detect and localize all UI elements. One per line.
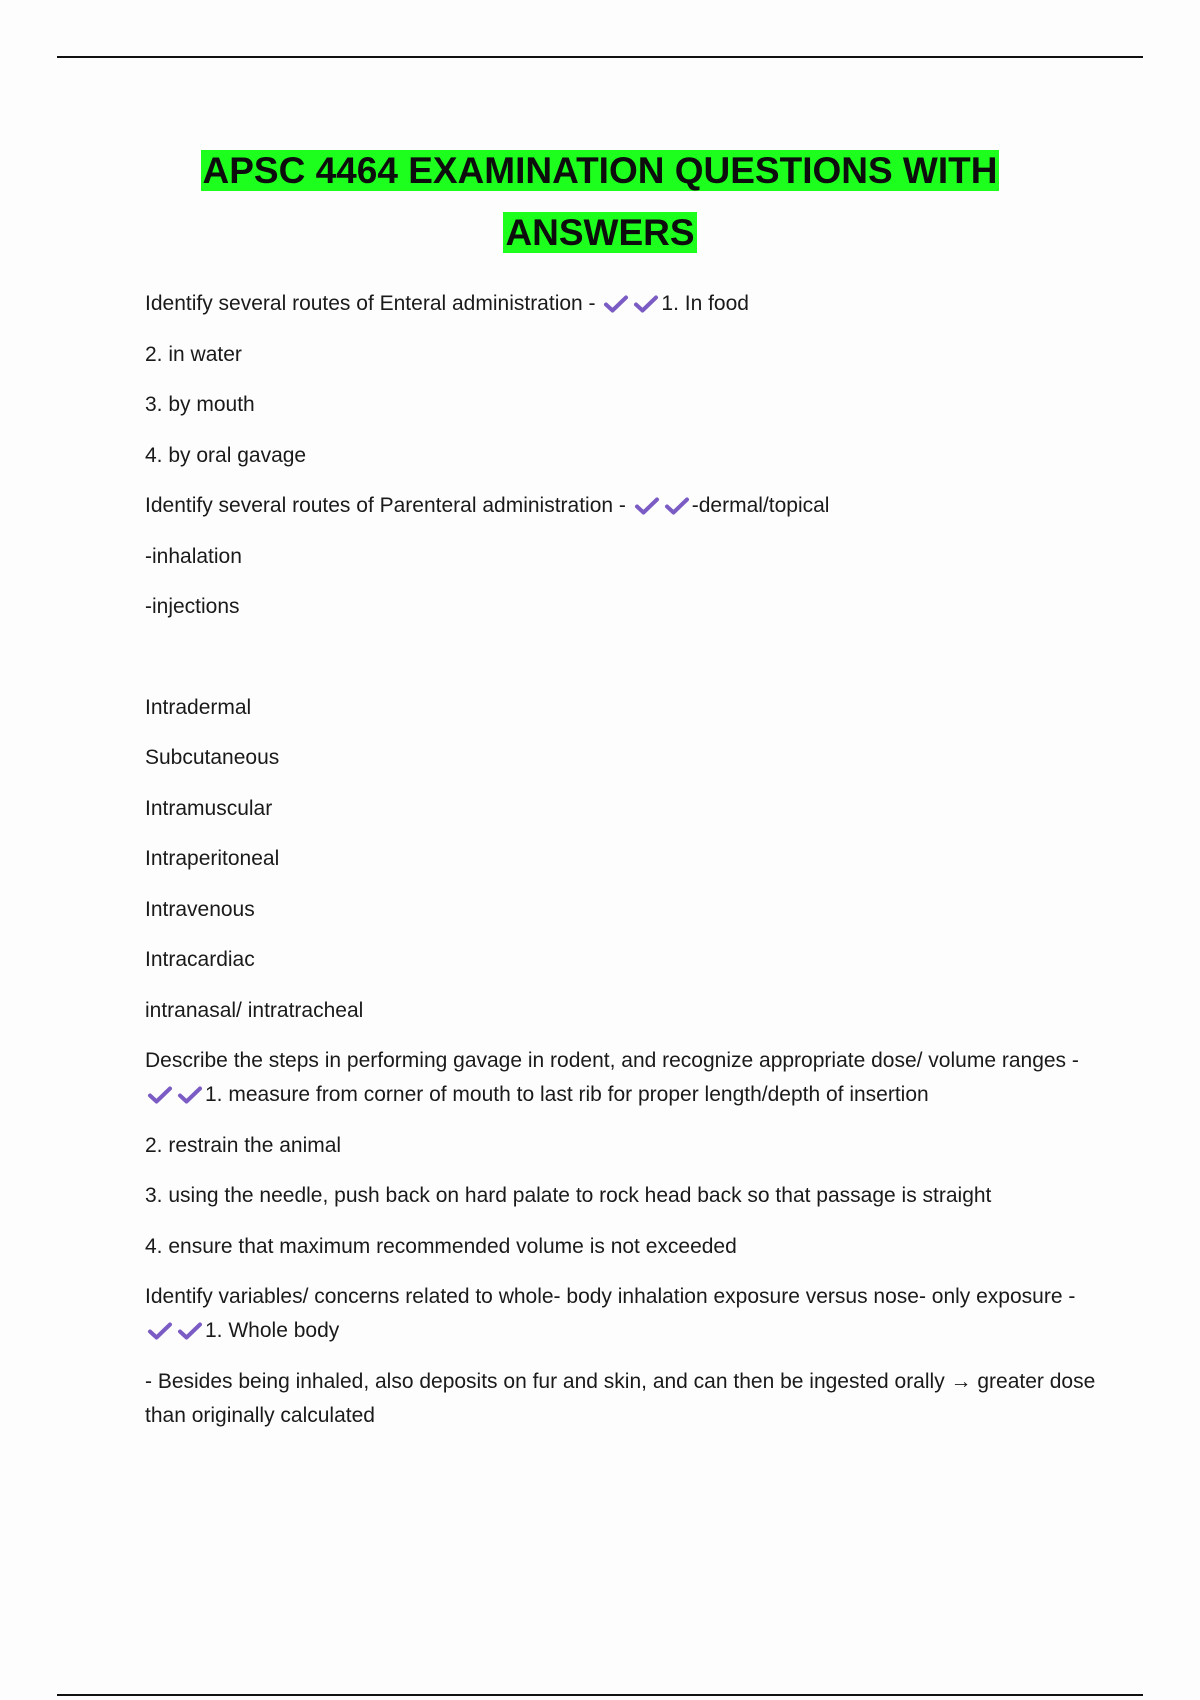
answer-line: 4. by oral gavage bbox=[145, 443, 307, 467]
blank-line bbox=[145, 641, 1105, 691]
question-text: Identify several routes of Parenteral administration - bbox=[145, 494, 632, 517]
answer-line: Intramuscular bbox=[145, 796, 273, 820]
question-text: Identify several routes of Enteral administration - bbox=[145, 292, 602, 315]
checkmark-icon bbox=[177, 1085, 203, 1105]
answer-line: 3. by mouth bbox=[145, 393, 255, 416]
checkmark-icon bbox=[147, 1321, 173, 1341]
title-line-1: APSC 4464 EXAMINATION QUESTIONS WITH bbox=[202, 150, 998, 191]
answer-line: 2. restrain the animal bbox=[145, 1133, 342, 1157]
checkmark-icon bbox=[664, 496, 690, 516]
answer-line: Intravenous bbox=[145, 897, 255, 921]
checkmark-icon bbox=[147, 1085, 173, 1105]
question-enteral bbox=[145, 287, 1105, 321]
checkmark-icon bbox=[603, 294, 629, 314]
answer-line: Intracardiac bbox=[145, 948, 255, 971]
checkmark-icon bbox=[177, 1321, 203, 1341]
title-line-2: ANSWERS bbox=[505, 212, 695, 253]
answer-line: Subcutaneous bbox=[145, 746, 280, 769]
answer-line: Intraperitoneal bbox=[145, 847, 280, 870]
answer-line: 2. in water bbox=[145, 342, 242, 366]
question-parenteral bbox=[145, 489, 1105, 523]
answer-text: 1. Whole body bbox=[205, 1319, 340, 1342]
answer-line: 3. using the needle, push back on hard palate to rock head back so that passage is straight bbox=[145, 1184, 992, 1207]
top-rule bbox=[57, 56, 1143, 58]
question-text: Identify variables/ concerns related to whole- body inhalation exposure versus nose- only exposure - bbox=[145, 1285, 1076, 1308]
question-gavage bbox=[145, 1044, 1105, 1112]
question-text: Describe the steps in performing gavage in rodent, and recognize appropriate dose/ volume ranges - bbox=[145, 1049, 1079, 1072]
document-body bbox=[145, 287, 1105, 1449]
answer-line: intranasal/ intratracheal bbox=[145, 998, 364, 1022]
answer-line: 4. ensure that maximum recommended volume is not exceeded bbox=[145, 1234, 737, 1258]
checkmark-icon bbox=[634, 496, 660, 516]
answer-line: - Besides being inhaled, also deposits on fur and skin, and can then be ingested orally → greater dose than originally calculated bbox=[145, 1369, 1096, 1427]
answer-text: -dermal/topical bbox=[691, 494, 830, 517]
answer-line: -injections bbox=[145, 595, 240, 618]
page-title bbox=[0, 140, 1200, 264]
bottom-rule bbox=[57, 1694, 1143, 1696]
answer-line: Intradermal bbox=[145, 695, 252, 719]
checkmark-icon bbox=[633, 294, 659, 314]
answer-text: 1. In food bbox=[661, 292, 749, 315]
question-inhalation bbox=[145, 1280, 1105, 1348]
answer-line: -inhalation bbox=[145, 544, 242, 568]
answer-text: 1. measure from corner of mouth to last rib for proper length/depth of insertion bbox=[205, 1083, 929, 1106]
